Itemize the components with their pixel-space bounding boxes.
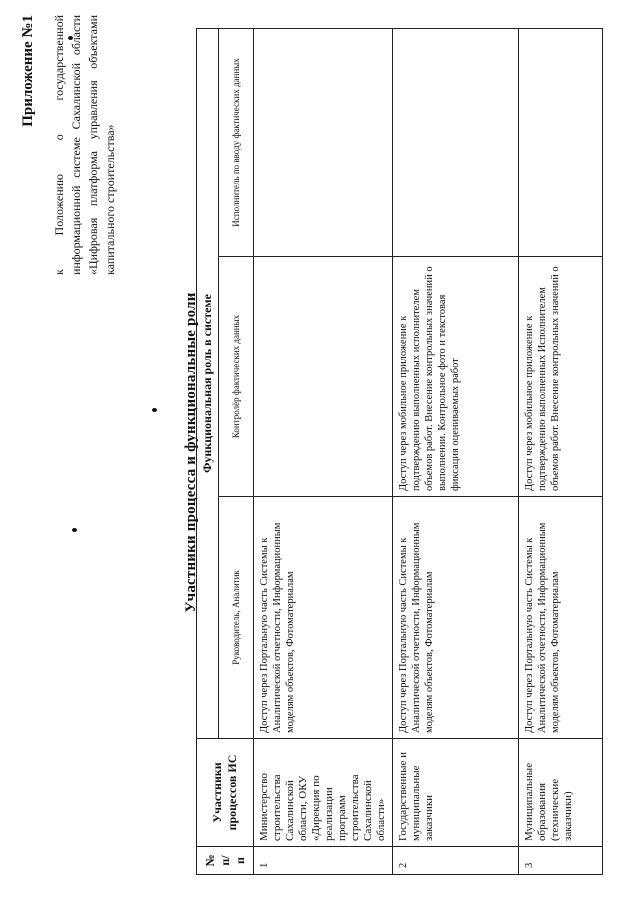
row-participant: Министерство строительства Сахалинской области, ОКУ «Дирекция по реализации программ строительства Сахалинской области» [254, 739, 393, 847]
scan-dot [72, 528, 77, 532]
table-title: Участники процесса и функциональные роли [183, 292, 199, 613]
header-participants: Участники процессов ИС [197, 739, 254, 847]
header-manager: Руководитель, Аналитик [219, 497, 254, 739]
row-executor-role [254, 28, 393, 256]
row-controller-role: Доступ через мобильное приложение к подтверждению выполненных исполнителем объемов работ. Внесение контрольных значений о выполнении. Контрольное фото и текстовая фиксация оцениваемых работ [393, 257, 519, 497]
table-row [254, 28, 393, 874]
appendix-reference: к Положению о государственной информационной системе Сахалинской области «Цифровая платформа управления объектами капитального строительства» [52, 15, 117, 275]
header-controller: Контролёр фактических данных [219, 257, 254, 497]
row-executor-role [519, 28, 603, 256]
header-executor: Исполнитель по вводу фактических данных [219, 28, 254, 256]
header-func-roles: Функциональная роль в системе [197, 28, 219, 738]
table-header-row [197, 28, 219, 874]
appendix-title: Приложение №1 [20, 15, 36, 127]
row-manager-role: Доступ через Портальную часть Системы к Аналитической отчетности, Информационным моделям объектов, Фотоматериалам [393, 497, 519, 739]
row-num: 3 [519, 847, 603, 875]
table-row [393, 28, 519, 874]
row-manager-role: Доступ через Портальную часть Системы к Аналитической отчетности, Информационным моделям объектов, Фотоматериалам [519, 497, 603, 739]
scan-dot [152, 408, 157, 412]
appendix-header [20, 15, 119, 345]
table-row [519, 28, 603, 874]
row-participant: Государственные и муниципальные заказчики [393, 739, 519, 847]
row-num: 1 [254, 847, 393, 875]
row-num: 2 [393, 847, 519, 875]
header-num: № п/п [197, 847, 254, 875]
row-controller-role: Доступ через мобильное приложение к подтверждению выполненных Исполнителем объемов работ. Внесение контрольных значений о [519, 257, 603, 497]
roles-table [196, 28, 603, 875]
row-controller-role [254, 257, 393, 497]
row-manager-role: Доступ через Портальную часть Системы к Аналитической отчетности, Информационным моделям объектов, Фотоматериалам [254, 497, 393, 739]
row-participant: Муниципальные образования (технические заказчики) [519, 739, 603, 847]
row-executor-role [393, 28, 519, 256]
